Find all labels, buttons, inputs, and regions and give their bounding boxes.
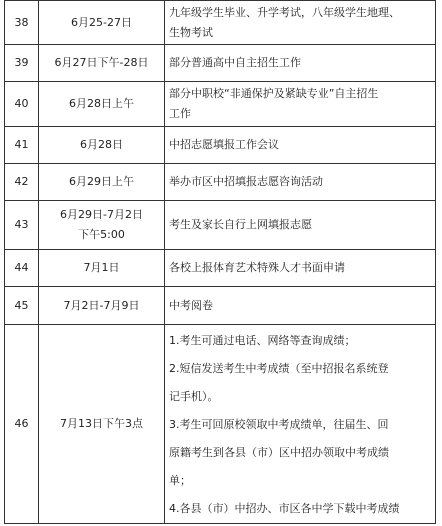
date-line: 7月1日 [83, 261, 120, 274]
date-line: 6月27日下午-28日 [54, 56, 149, 69]
row-date [39, 82, 165, 127]
row-date [39, 164, 165, 201]
date-line: 6月29日上午 [69, 175, 134, 188]
table-row [5, 325, 436, 524]
row-task [165, 287, 436, 325]
task-line: 记手机）。 [169, 390, 219, 403]
schedule-table [4, 0, 436, 524]
row-date [39, 325, 165, 524]
task-line: 工作 [169, 107, 191, 120]
row-number: 38 [5, 1, 39, 45]
task-line: 原籍考生到各县（市）区中招办领取中考成绩 [169, 446, 389, 459]
row-number: 43 [5, 201, 39, 250]
row-task [165, 325, 436, 524]
task-line: 2.短信发送考生中考成绩（至中招报名系统登 [169, 362, 389, 375]
table-row [5, 250, 436, 287]
date-line: 6月25-27日 [71, 15, 132, 29]
row-task [165, 82, 436, 127]
row-number: 44 [5, 250, 39, 287]
row-date [39, 250, 165, 287]
row-task [165, 127, 436, 164]
row-task [165, 45, 436, 82]
row-date [39, 1, 165, 45]
row-task [165, 201, 436, 250]
table-row [5, 287, 436, 325]
row-date [39, 201, 165, 250]
date-line: 7月2日-7月9日 [63, 298, 140, 312]
task-line: 九年级学生毕业、升学考试，八年级学生地理、 [169, 5, 400, 19]
row-number: 41 [5, 127, 39, 164]
row-task [165, 1, 436, 45]
task-line: 部分普通高中自主招生工作 [169, 56, 301, 69]
table-row [5, 164, 436, 201]
row-task [165, 164, 436, 201]
date-line: 6月28日 [80, 138, 123, 151]
table-row [5, 201, 436, 250]
task-line: 考生及家长自行上网填报志愿 [169, 218, 312, 231]
date-line: 6月29日-7月2日 [60, 208, 143, 221]
task-line: 1.考生可通过电话、网络等查询成绩； [169, 334, 356, 347]
row-number: 45 [5, 287, 39, 325]
task-line: 中招志愿填报工作会议 [169, 138, 279, 151]
row-task [165, 250, 436, 287]
table-row [5, 82, 436, 127]
table-row [5, 45, 436, 82]
row-number: 39 [5, 45, 39, 82]
task-line: 举办市区中招填报志愿咨询活动 [169, 175, 323, 188]
row-number: 40 [5, 82, 39, 127]
row-date [39, 127, 165, 164]
table-row [5, 1, 436, 45]
task-line: 部分中职校“非通保护及紧缺专业”自主招生 [169, 87, 379, 100]
task-line: 中考阅卷 [169, 298, 213, 312]
row-number: 46 [5, 325, 39, 524]
date-line: 下午5:00 [78, 228, 125, 241]
table-row [5, 127, 436, 164]
date-line: 6月28日上午 [69, 97, 134, 110]
task-line: 各校上报体育艺术特殊人才书面申请 [169, 261, 345, 274]
task-line: 4.各县（市）中招办、市区各中学下载中考成绩 [169, 502, 400, 515]
task-line: 单； [169, 474, 191, 487]
date-line: 7月13日下午3点 [60, 417, 143, 430]
task-line: 生物考试 [169, 25, 213, 39]
row-number: 42 [5, 164, 39, 201]
task-line: 3.考生可回原校领取中考成绩单，往届生、回 [169, 418, 389, 431]
row-date [39, 287, 165, 325]
row-date [39, 45, 165, 82]
